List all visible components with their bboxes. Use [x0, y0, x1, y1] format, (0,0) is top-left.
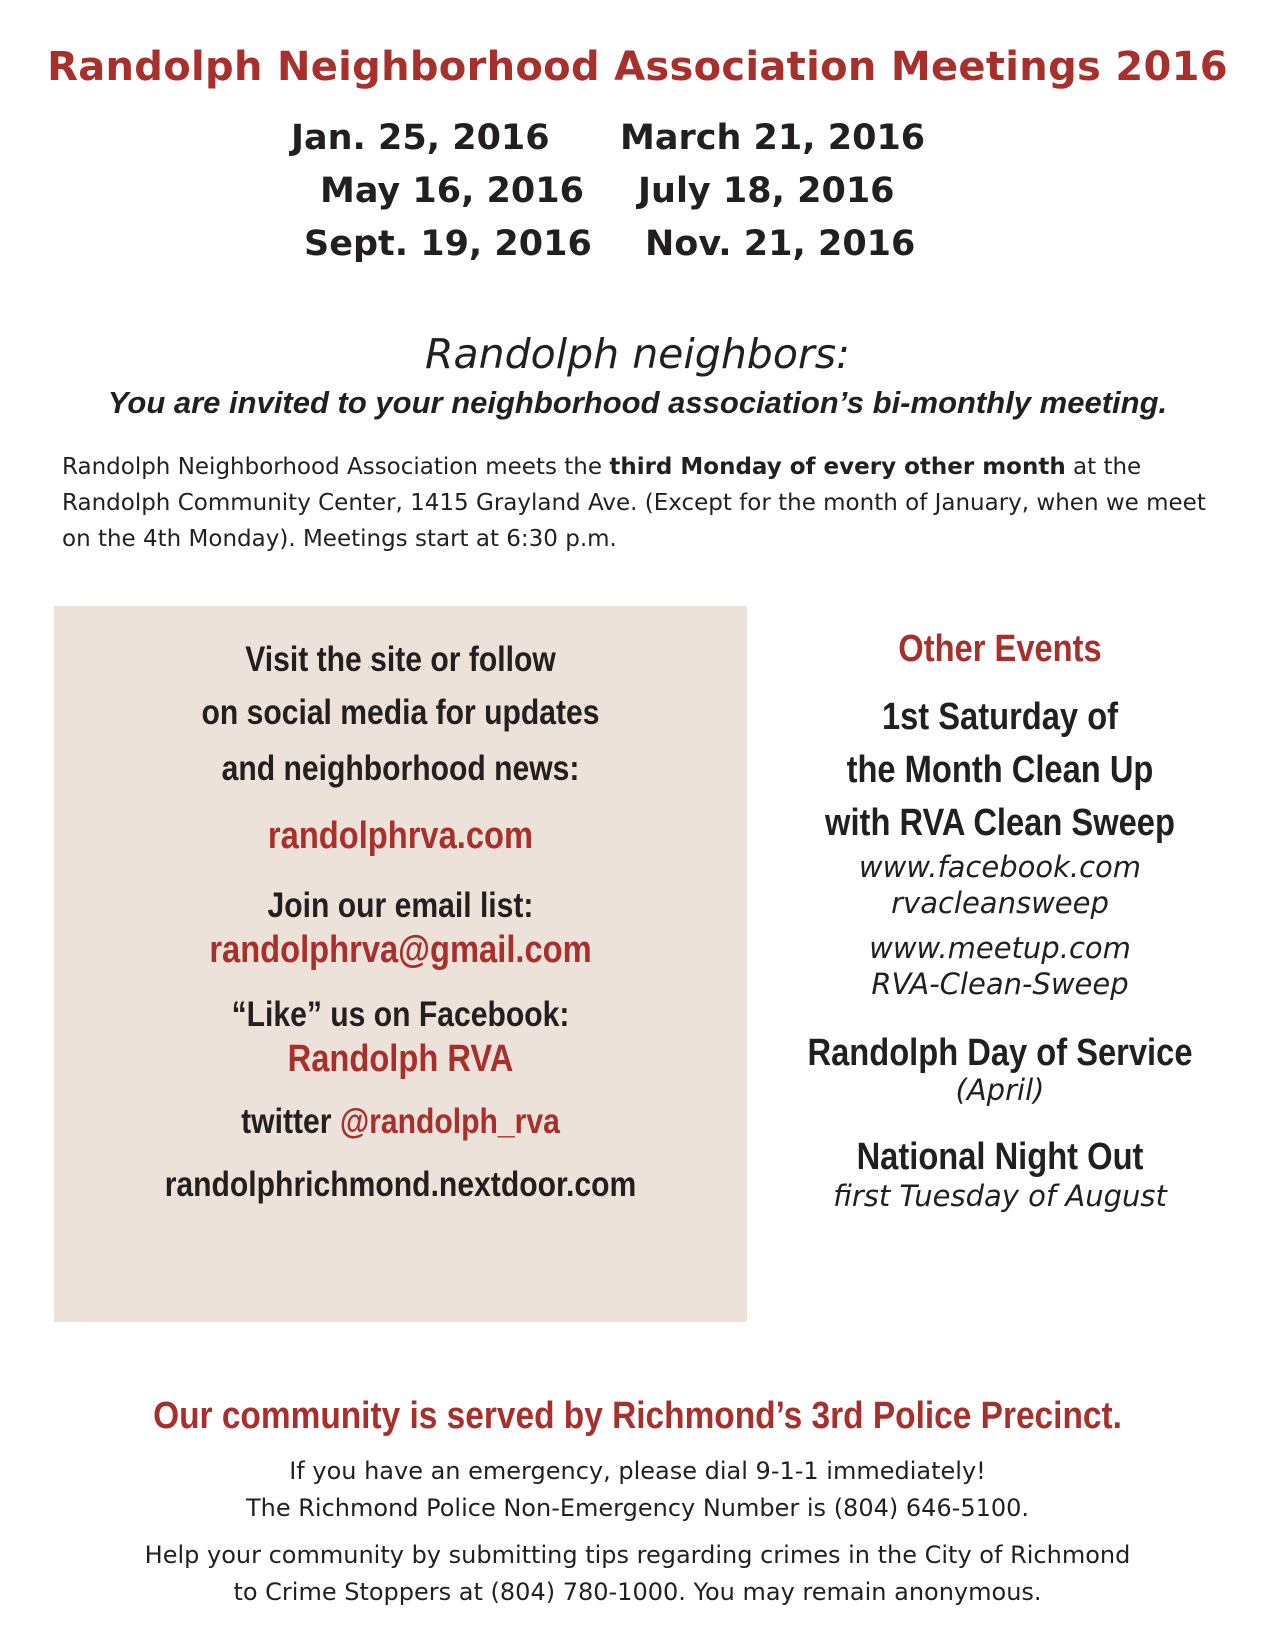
crime-stoppers-line: Help your community by submitting tips regarding crimes in the City of Richmond — [144, 1541, 1131, 1569]
facebook-label: “Like” us on Facebook: — [231, 995, 570, 1034]
non-emergency-line: The Richmond Police Non-Emergency Number is (804) 646-5100. — [245, 1494, 1030, 1522]
meeting-date: Nov. 21, 2016 — [645, 224, 916, 264]
box-text: Visit the site or follow — [245, 640, 556, 679]
facebook-url[interactable]: rvacleansweep — [891, 886, 1109, 920]
police-heading: Our community is served by Richmond’s 3rd Police Precinct. — [153, 1395, 1122, 1437]
meeting-date: March 21, 2016 — [620, 118, 926, 158]
email-link[interactable]: randolphrva@gmail.com — [209, 929, 592, 971]
emergency-line: If you have an emergency, please dial 9-1-1 immediately! — [289, 1457, 986, 1485]
info-bold-text: third Monday of every other month — [609, 454, 1066, 480]
event-date: first Tuesday of August — [833, 1179, 1167, 1213]
box-text: and neighborhood news: — [221, 749, 580, 788]
twitter-line — [103, 1102, 699, 1142]
meeting-date: Sept. 19, 2016 — [304, 224, 592, 264]
event-title: 1st Saturday of — [881, 696, 1119, 738]
facebook-url[interactable]: www.facebook.com — [858, 850, 1142, 884]
meeting-date: July 18, 2016 — [638, 171, 895, 211]
nextdoor-link[interactable]: randolphrichmond.nextdoor.com — [164, 1165, 637, 1204]
invitation-subheading: You are invited to your neighborhood association’s bi-monthly meeting. — [107, 385, 1168, 420]
info-text: Randolph Neighborhood Association meets the — [62, 454, 610, 480]
email-label: Join our email list: — [267, 886, 534, 925]
website-link[interactable]: randolphrva.com — [267, 815, 534, 857]
twitter-link[interactable]: @randolph_rva — [339, 1102, 560, 1141]
meetup-url[interactable]: www.meetup.com — [869, 931, 1131, 965]
crime-stoppers-line: to Crime Stoppers at (804) 780-1000. You may remain anonymous. — [233, 1578, 1042, 1606]
greeting-heading: Randolph neighbors: — [425, 330, 850, 378]
event-date: (April) — [955, 1073, 1045, 1107]
event-title: National Night Out — [856, 1136, 1144, 1178]
event-title: Randolph Day of Service — [807, 1032, 1193, 1074]
meeting-date: Jan. 25, 2016 — [291, 118, 550, 158]
meetup-url[interactable]: RVA-Clean-Sweep — [871, 967, 1129, 1001]
meeting-info-paragraph — [62, 449, 1222, 557]
box-text: on social media for updates — [201, 693, 600, 732]
event-title: with RVA Clean Sweep — [825, 802, 1175, 844]
info-text: at the Randolph Community Center, 1415 Grayland Ave. (Except for the month of January, when we meet on the 4th Monday). Meetings start at 6:30 p.m. — [62, 454, 1206, 552]
twitter-label: twitter — [241, 1102, 340, 1141]
meeting-date: May 16, 2016 — [320, 171, 584, 211]
event-title: the Month Clean Up — [846, 749, 1154, 791]
page-title: Randolph Neighborhood Association Meetings 2016 — [47, 44, 1228, 90]
other-events-heading: Other Events — [898, 628, 1102, 670]
facebook-link[interactable]: Randolph RVA — [287, 1038, 514, 1080]
